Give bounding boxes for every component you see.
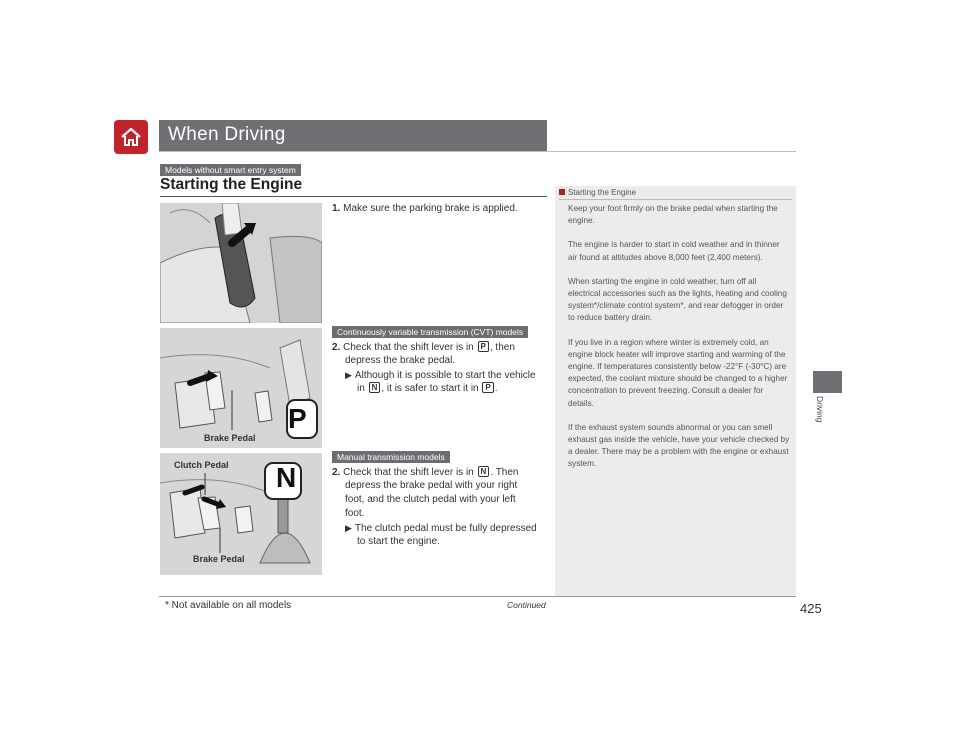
cvt-sub-b-end: . — [494, 383, 498, 394]
note-paragraph-1: Keep your foot firmly on the brake pedal when starting the engine. — [568, 204, 778, 226]
manual-step-2-line4: foot. — [345, 508, 365, 519]
footer-divider — [159, 596, 796, 597]
cvt-sub-note-line2 — [357, 382, 498, 396]
manual-sub-b: to start the engine. — [357, 536, 440, 547]
cvt-step-2-line2: depress the brake pedal. — [345, 355, 456, 366]
neutral-position-glyph: N — [276, 462, 297, 493]
cvt-sub-b-mid: , it is safer to start it in — [381, 383, 479, 394]
section-title: Starting the Engine — [160, 176, 303, 193]
mt-clutch-pedal-label: Clutch Pedal — [174, 460, 229, 470]
title-divider — [159, 151, 796, 152]
note-body — [568, 203, 790, 483]
cvt-models-tag: Continuously variable transmission (CVT) models — [332, 326, 528, 338]
cvt-brake-pedal-label: Brake Pedal — [204, 433, 256, 443]
neutral-key-icon: N — [369, 382, 381, 393]
chapter-tab[interactable] — [813, 371, 842, 393]
cvt-sub-note — [345, 368, 536, 383]
step-1 — [332, 201, 518, 216]
section-divider — [160, 196, 547, 197]
cvt-sub-a: Although it is possible to start the vehicle — [354, 370, 536, 381]
note-divider — [559, 199, 792, 200]
cvt-sub-b-pre: in — [357, 383, 365, 394]
manual-step-2-line1b: . Then — [490, 467, 519, 478]
home-button[interactable] — [114, 120, 148, 154]
manual-step-2-line2: depress the brake pedal with your right — [345, 480, 518, 491]
chapter-tab-label[interactable]: Driving — [815, 396, 825, 423]
cvt-step-2-number: 2. — [332, 342, 341, 353]
note-heading — [559, 188, 636, 197]
note-paragraph-3: When starting the engine in cold weather, turn off all electrical accessories such as the lights, heating and cooling system*/climate control system*, and rear defogger in order to reduce battery drain. — [568, 276, 787, 323]
manual-sub-note — [345, 521, 537, 536]
manual-step-2-line3: foot, and the clutch pedal with your left — [345, 494, 516, 505]
park-position-glyph: P — [288, 403, 307, 434]
note-marker-icon — [559, 189, 565, 195]
arrow-right-icon: ▶ — [345, 370, 352, 380]
cvt-step-2-line1a: Check that the shift lever is in — [343, 342, 474, 353]
manual-sub-a: The clutch pedal must be fully depressed — [354, 523, 537, 534]
arrow-right-icon-2: ▶ — [345, 523, 352, 533]
park-key-icon: P — [478, 341, 489, 352]
models-tag: Models without smart entry system — [160, 164, 301, 176]
neutral-key-icon-2: N — [478, 466, 490, 477]
manual-models-tag: Manual transmission models — [332, 451, 450, 463]
note-paragraph-4: If you live in a region where winter is extremely cold, an engine block heater will improve starting and warming of the engine. If temperatures consistently below -22°F (-30°C) are expected, the coolant mixture should be changed to a higher concentration to prevent freezing. Consult a dealer for details. — [568, 337, 788, 408]
mt-brake-pedal-label: Brake Pedal — [193, 554, 245, 564]
home-icon — [119, 125, 143, 149]
note-paragraph-5: If the exhaust system sounds abnormal or you can smell exhaust gas inside the vehicle, have your vehicle checked by a dealer. There may be a problem with the engine or exhaust system. — [568, 422, 790, 469]
note-paragraph-2: The engine is harder to start in cold weather and in thinner air found at altitudes above 8,000 feet (2,400 meters). — [568, 240, 780, 262]
manual-step-2-number: 2. — [332, 467, 341, 478]
park-key-icon-2: P — [482, 382, 493, 393]
continued-label: Continued — [507, 600, 546, 610]
parking-brake-illustration — [160, 203, 322, 323]
step-1-number: 1. — [332, 203, 341, 214]
note-heading-text: Starting the Engine — [568, 188, 637, 197]
footnote: * Not available on all models — [165, 600, 292, 611]
manual-step-2-line1a: Check that the shift lever is in — [343, 467, 474, 478]
page-number: 425 — [800, 601, 822, 616]
step-1-text: Make sure the parking brake is applied. — [343, 203, 518, 214]
cvt-step-2-line1b: , then — [489, 342, 515, 353]
page-title: When Driving — [168, 124, 286, 145]
